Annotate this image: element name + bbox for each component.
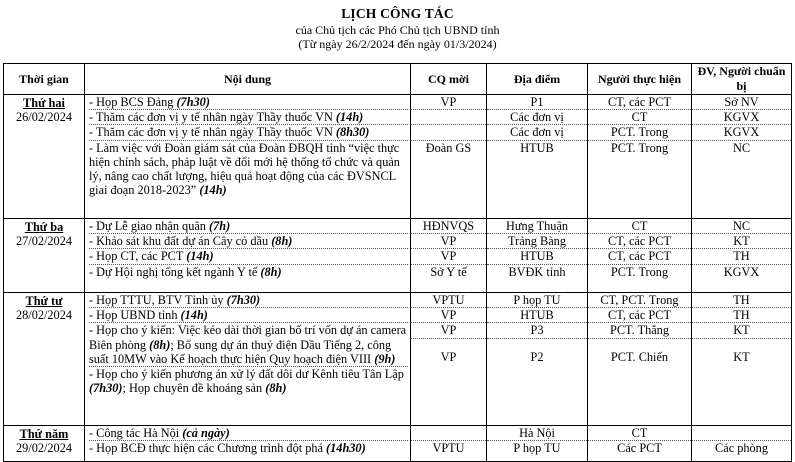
schedule-subtitle: của Chủ tịch các Phó Chủ tịch UBND tỉnh [295,23,500,37]
content-cell [85,95,411,219]
day-date: 29/02/2024 [15,440,73,455]
agenda-item: - Thăm các đơn vị y tế nhân ngày Thầy thuốc VN (8h30) [89,124,408,139]
executor-cell: CT, PCT. Trong CT, các PCT PCT. Thắng PCT. Chiến [588,293,692,426]
schedule-title: LỊCH CÔNG TÁC [341,6,454,21]
inviter-cell: HĐNVQS VP VP Sở Y tế [411,219,487,293]
agenda-item: - Họp cho ý kiến phương án xử lý đất dôi dư Kênh tiêu Tân Lập (7h30); Họp chuyên đề khoáng sản (8h) [89,366,408,395]
day-cell [4,219,85,293]
agenda-item: - Dự Lễ giao nhận quân (7h) [89,219,231,233]
inviter-cell: VPTU [411,426,487,462]
agenda-item: - Họp BCS Đảng (7h30) [89,95,210,109]
col-header-preparer: ĐV, Người chuẩn bị [692,64,792,95]
table-row-tuesday [4,219,792,293]
preparer-cell: TH TH KT KT [692,293,792,426]
table-row-thursday [4,426,792,462]
day-cell [4,293,85,426]
agenda-item: - Họp UBND tỉnh (14h) [89,307,408,322]
col-header-content: Nội dung [85,64,411,95]
table-header-row [4,64,792,95]
location-cell: Hưng Thuận Trảng Bàng HTUB BVĐK tỉnh [487,219,588,293]
location-cell: P1 Các đơn vị Các đơn vị HTUB [487,95,588,219]
day-cell [4,95,85,219]
schedule-date-range: (Từ ngày 26/2/2024 đến ngày 01/3/2024) [298,37,497,51]
col-header-time: Thời gian [4,64,85,95]
location-cell: P họp TU HTUB P3 P2 [487,293,588,426]
table-row-monday [4,95,792,219]
agenda-item: - Họp TTTU, BTV Tỉnh ủy (7h30) [89,293,261,307]
content-cell [85,293,411,426]
agenda-item: - Công tác Hà Nội (cả ngày) [89,426,230,440]
day-name: Thứ hai [23,96,65,110]
preparer-cell: Các phòng [692,426,792,462]
executor-cell: CT, các PCT CT PCT. Trong PCT. Trong [588,95,692,219]
inviter-cell: VP Đoàn GS [411,95,487,219]
day-cell [4,426,85,462]
agenda-item: - Họp CT, các PCT (14h) [89,248,408,263]
col-header-inviter: CQ mời [411,64,487,95]
day-date: 28/02/2024 [15,307,73,322]
content-cell [85,426,411,462]
agenda-item: - Dự Hội nghị tổng kết ngành Y tế (8h) [89,264,408,279]
preparer-cell: NC KT TH KGVX [692,219,792,293]
day-name: Thứ tư [25,294,63,308]
executor-cell: CT CT, các PCT CT, các PCT PCT. Trong [588,219,692,293]
content-cell [85,219,411,293]
executor-cell: CT Các PCT [588,426,692,462]
col-header-executor: Người thực hiện [588,64,692,95]
col-header-location: Địa điểm [487,64,588,95]
day-date: 26/02/2024 [15,109,73,124]
location-cell: Hà Nội P họp TU [487,426,588,462]
agenda-item: - Họp cho ý kiến: Việc kéo dài thời gian bố trí vốn dự án camera Biên phòng (8h); Bổ sung dự án thuỷ điện Dầu Tiếng 2, công suất 10MW vào Kế hoạch thực hiện Quy hoạch điện VIII (9h) [89,323,407,366]
inviter-cell: VPTU VP VP VP [411,293,487,426]
day-name: Thứ ba [24,220,64,234]
agenda-item: - Họp BCĐ thực hiện các Chương trình đột phá (14h30) [89,440,408,455]
day-date: 27/02/2024 [15,233,73,248]
day-name: Thứ năm [19,427,69,441]
agenda-item: - Làm việc với Đoàn giám sát của Đoàn ĐBQH tỉnh “việc thực hiện chính sách, pháp luật về đổi mới hệ thống tổ chức và quản lý, nâng cao chất lượng, hiệu quả hoạt động của các ĐVSNCL giai đoạn 2018-2023” (14h) [89,140,408,198]
table-row-wednesday [4,293,792,426]
agenda-item: - Thăm các đơn vị y tế nhân ngày Thầy thuốc VN (14h) [89,109,408,124]
agenda-item: - Khảo sát khu đất dự án Cây cỏ dầu (8h) [89,233,408,248]
preparer-cell: Sở NV KGVX KGVX NC [692,95,792,219]
schedule-table [3,63,792,462]
